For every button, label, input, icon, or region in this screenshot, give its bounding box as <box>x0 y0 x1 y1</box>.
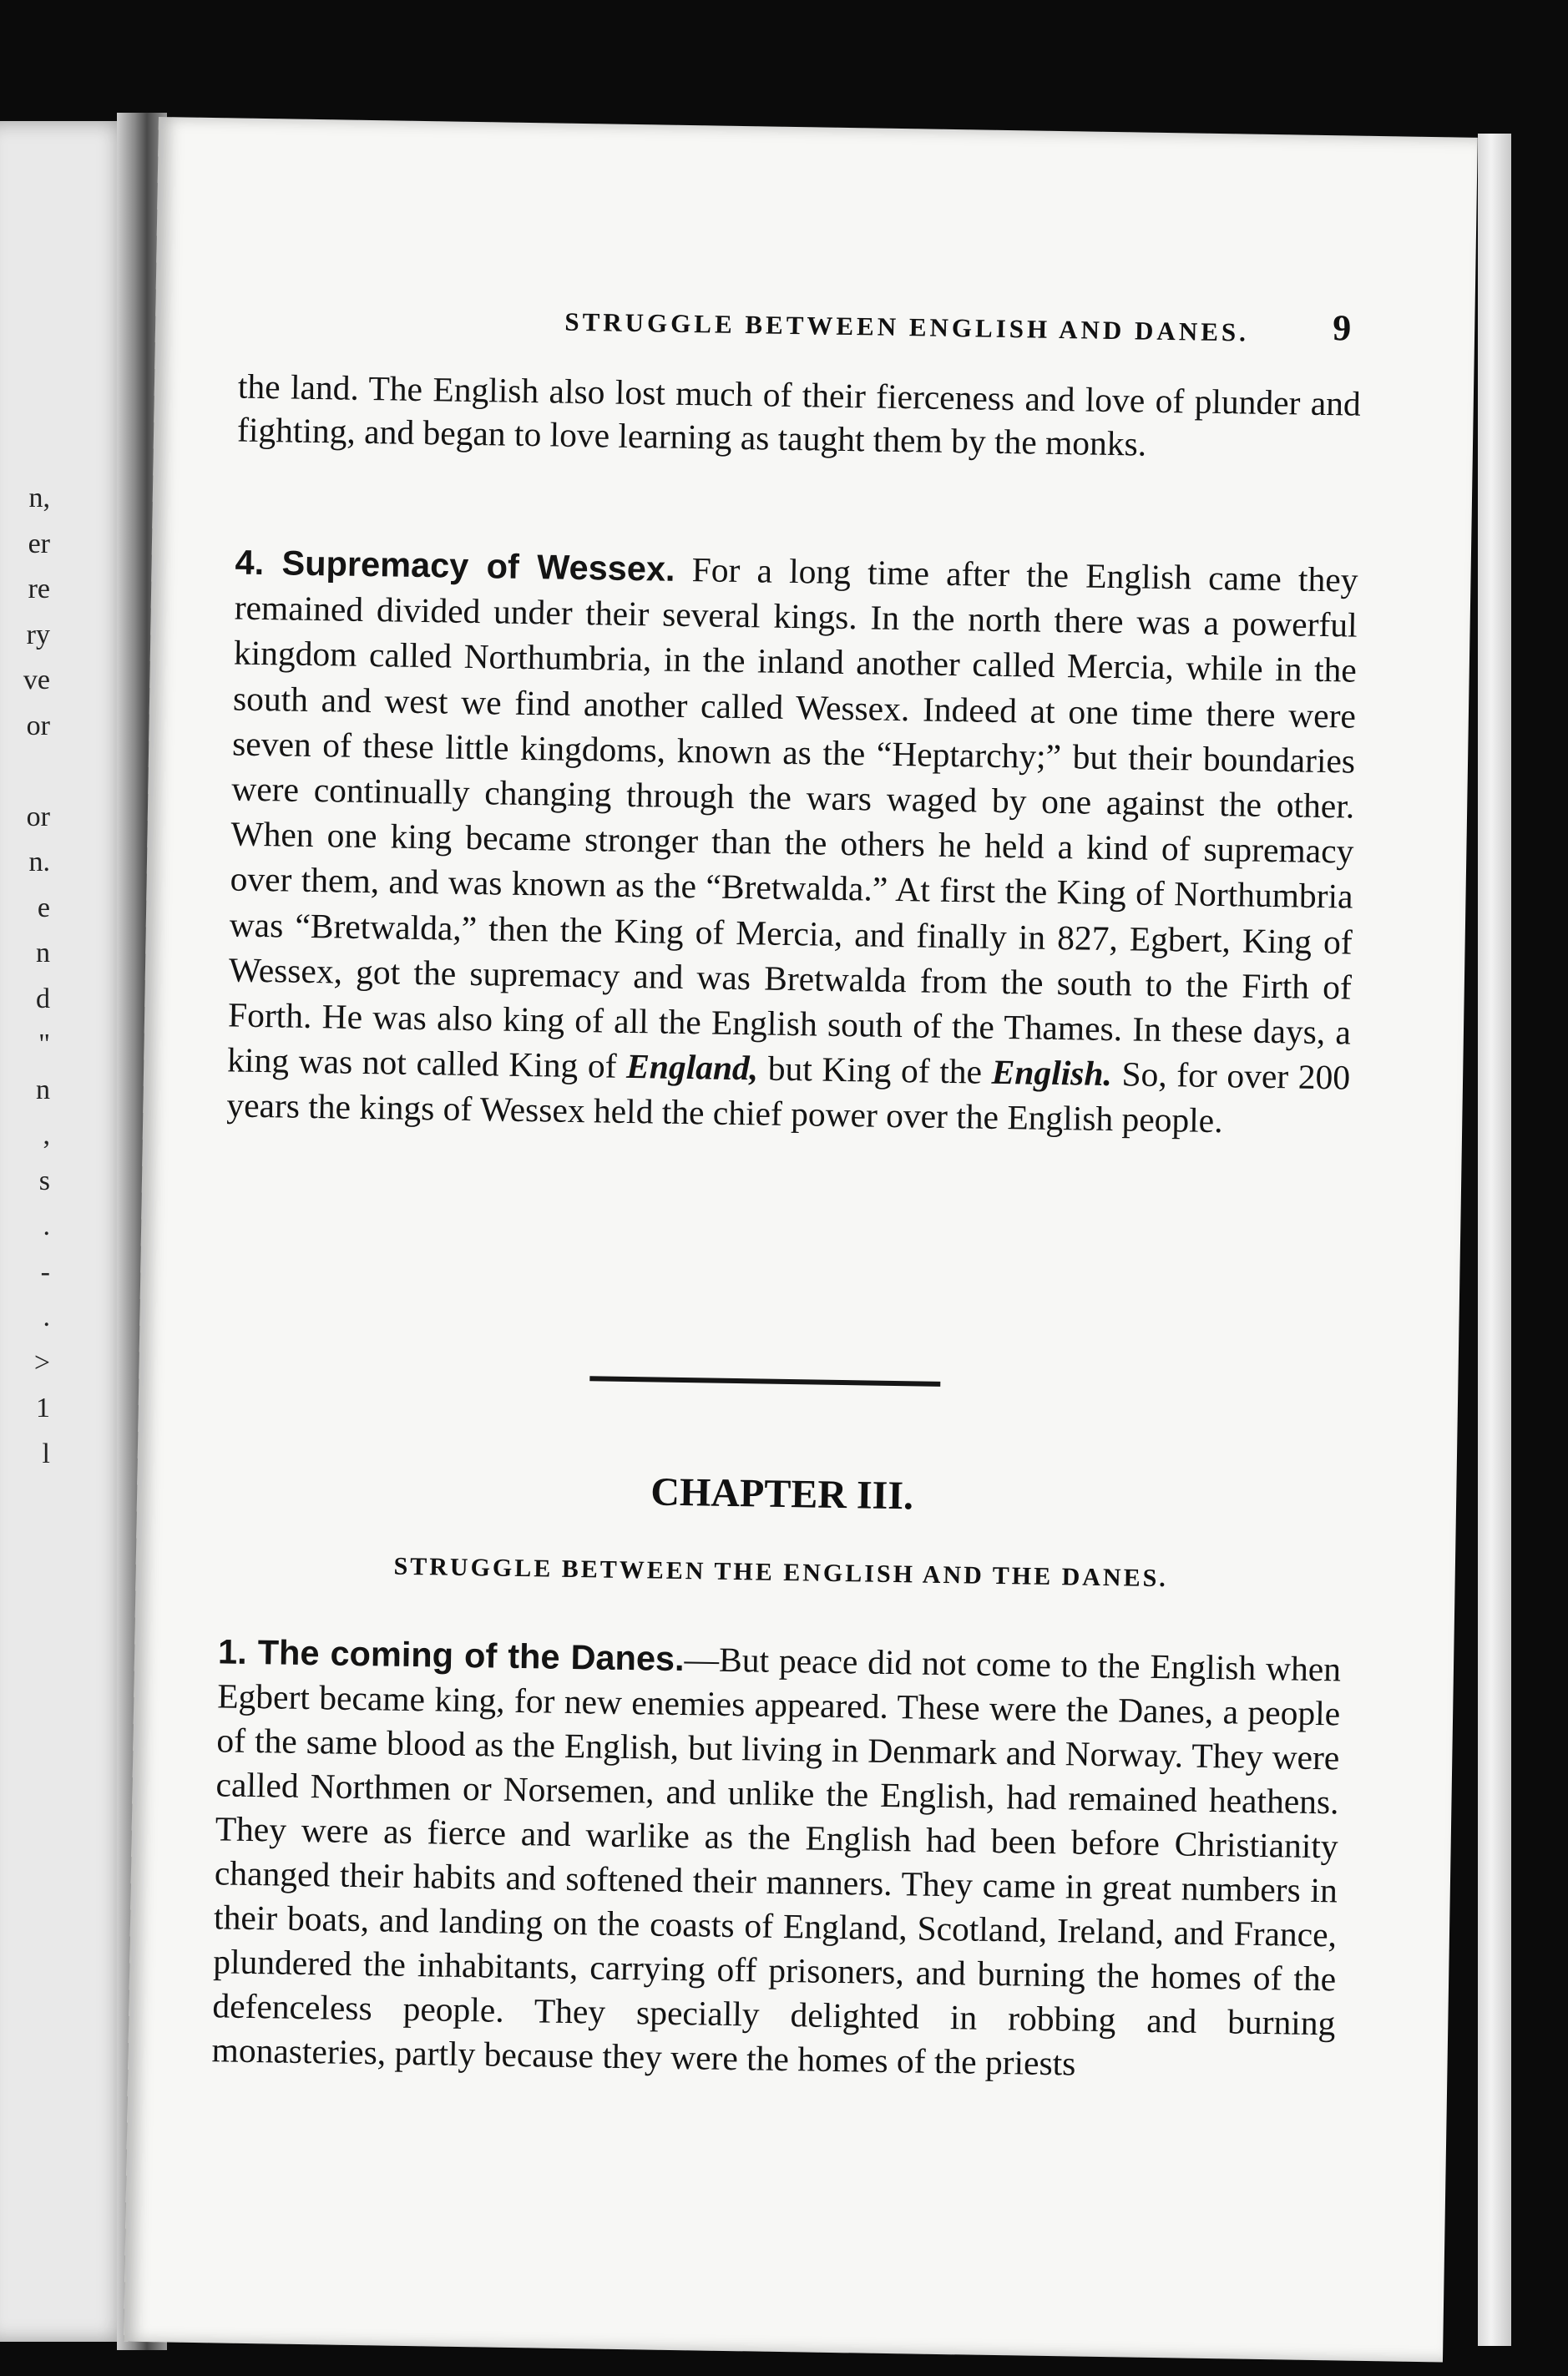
fragment: re <box>28 574 50 604</box>
section-supremacy-of-wessex <box>226 540 1358 1146</box>
fragment: - <box>40 1256 50 1287</box>
section-divider-rule <box>589 1376 940 1387</box>
section-coming-of-the-danes <box>211 1629 1341 2090</box>
running-head: STRUGGLE BETWEEN ENGLISH AND DANES. <box>564 306 1250 347</box>
page-number: 9 <box>1332 307 1352 349</box>
fragment: ve <box>23 665 50 695</box>
fragment: n. <box>28 847 50 877</box>
section-text: —But peace did not come to the English when Egbert became king, for new enemies appeared. These were the Danes, a people of the same blood as the English, but living in Denmark and Norway. They were called Northmen or Norsemen, and unlike the English, had remained heathens. They were as fierce and warlike as the English had been before Christianity changed their habits and softened their manners. They came in great numbers in their boats, and landing on the coasts of England, Scotland, Ireland, and France, plundered the inhabitants, carrying off prisoners, and burning the homes of the defenceless people. They specially delighted in robbing and burning monasteries, partly because they were the homes of the priests <box>211 1640 1342 2083</box>
italic-word: England, <box>625 1047 759 1088</box>
section-heading: 1. The coming of the Danes. <box>217 1631 685 1679</box>
section-heading: 4. Supremacy of Wessex. <box>235 542 675 589</box>
fragment: n <box>36 938 50 968</box>
italic-word: English. <box>991 1053 1113 1094</box>
section-text: For a long time after the English came they remained divided under their several kings. In the north there was a powerful kingdom called Northumbria, in the inland another called Mercia, while in the south and west we find another called Wessex. Indeed at one time there were seven of these little kingdoms, known as the “Heptarchy;” but their boundaries were continually changing through the wars waged by one against the other. When one king became stronger than the others he held a kind of supremacy over them, and was known as the “Bretwalda.” At first the King of Northumbria was “Bretwalda,” then the King of Mercia, and finally in 827, Egbert, King of Wessex, got the supremacy and was Bretwalda from the south to the Firth of Forth. He was also king of all the English south of the Thames. In these days, a king was not called King of <box>226 549 1358 1086</box>
fragment: 1 <box>36 1393 50 1423</box>
fragment: , <box>43 1120 50 1150</box>
fragment: " <box>38 1029 50 1059</box>
continuation-paragraph: the land. The English also lost much of their fierceness and love of plunder and fighting, and began to love learning as taught them by the monks. <box>236 367 1362 463</box>
fragment: or <box>26 801 50 832</box>
fragment: er <box>28 528 50 559</box>
fragment <box>0 749 50 795</box>
page-edge <box>1478 134 1511 2346</box>
fragment: n, <box>28 483 50 513</box>
fragment: d <box>36 983 50 1014</box>
fragment: s <box>38 1165 50 1196</box>
fragment: . <box>43 1211 50 1241</box>
fragment: n <box>36 1074 50 1105</box>
chapter-title: CHAPTER III. <box>650 1469 914 1519</box>
fragment: e <box>37 892 50 923</box>
book-page <box>124 117 1478 2362</box>
fragment: > <box>33 1347 50 1378</box>
left-page-fragments <box>0 476 50 1477</box>
chapter-subtitle: STRUGGLE BETWEEN THE ENGLISH AND THE DANES. <box>393 1552 1169 1593</box>
fragment: . <box>43 1302 50 1332</box>
section-text: So, for over 200 years the kings of Wessex held the chief power over the English people. <box>226 1054 1351 1140</box>
fragment: or <box>26 710 50 741</box>
fragment: l <box>42 1438 50 1469</box>
fragment: ry <box>26 619 50 650</box>
section-text: but King of the <box>757 1049 993 1092</box>
left-facing-page <box>0 121 134 2342</box>
